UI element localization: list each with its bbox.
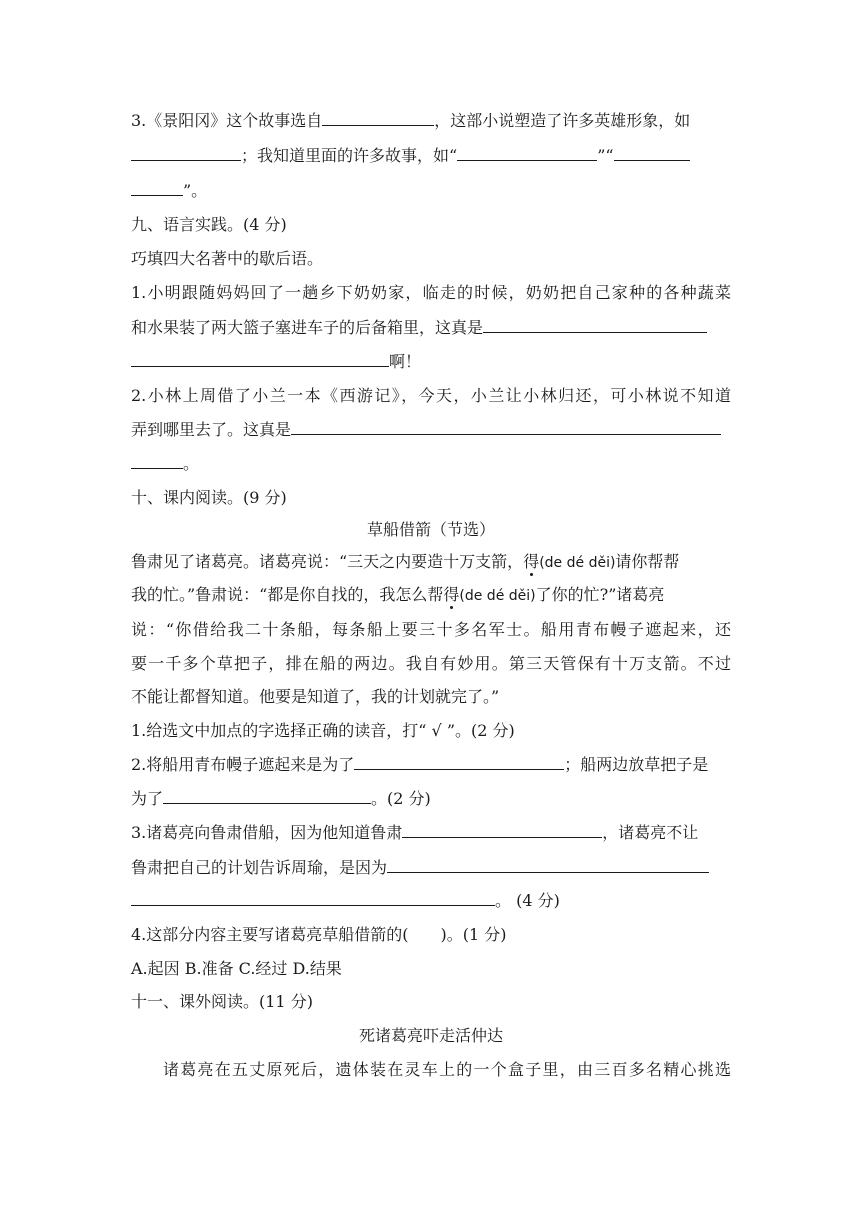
answer-blank[interactable] — [402, 823, 602, 838]
section-9-intro: 巧填四大名著中的歇后语。 — [131, 249, 324, 268]
q3-text-2: ，这部小说塑造了许多英雄形象，如 — [434, 111, 691, 130]
q3-line-2 — [131, 145, 731, 169]
q3-text: 3.诸葛亮向鲁肃借船，因为他知道鲁肃 — [131, 823, 403, 842]
passage-line-3: 说：“你借给我二十条船，每条船上要三十多名军士。船用青布幔子遮起来，还 — [131, 620, 731, 639]
sec9-q1-line-1: 1.小明跟随妈妈回了一趟乡下奶奶家，临走的时候，奶奶把自己家种的各种蔬菜 — [131, 283, 731, 302]
sec10-q3-line-3 — [131, 890, 731, 914]
sec9-q2-text: 弄到哪里去了。这真是 — [131, 420, 292, 439]
passage-title: 草船借箭（节选） — [366, 520, 495, 539]
passage-2-line-1: 诸葛亮在五丈原死后，遗体装在灵车上的一个盒子里，由三百多名精心挑选 — [163, 1060, 731, 1079]
q2-text: 为了 — [131, 789, 164, 808]
answer-blank[interactable] — [483, 318, 707, 333]
answer-blank[interactable] — [131, 454, 183, 469]
q3-text-4: ”“ — [597, 146, 614, 165]
q3-line-3 — [131, 180, 731, 204]
answer-blank[interactable] — [291, 420, 721, 435]
q3-text: ，诸葛亮不让 — [602, 823, 699, 842]
answer-blank[interactable] — [131, 352, 389, 367]
dotted-char: 得 — [523, 552, 540, 571]
sec9-q2-end: 。 — [183, 454, 200, 473]
section-9-heading: 九、语言实践。(4 分) — [131, 215, 287, 234]
passage-line-5: 不能让都督知道。他要是知道了，我的计划就完了。” — [131, 687, 500, 706]
sec10-q2-line-1 — [131, 754, 731, 778]
answer-blank[interactable] — [354, 755, 564, 770]
section-11-heading: 十一、课外阅读。(11 分) — [131, 992, 313, 1011]
sec9-q1-line-2 — [131, 317, 731, 341]
pinyin-options: (de dé děi) — [459, 588, 536, 604]
sec9-q2-line-3 — [131, 453, 731, 477]
sec9-q2-line-1: 2.小林上周借了小兰一本《西游记》，今天，小兰让小林归还，可小林说不知道 — [131, 386, 731, 405]
answer-blank[interactable] — [163, 789, 371, 804]
answer-blank[interactable] — [131, 146, 241, 161]
q3-text: 鲁肃把自己的计划告诉周瑜，是因为 — [131, 858, 388, 877]
passage-text: 了你的忙?”诸葛亮 — [535, 585, 665, 604]
answer-blank[interactable] — [614, 146, 690, 161]
sec10-q2-line-2 — [131, 788, 731, 812]
passage-text: 我的忙。”鲁肃说：“都是你自找的，我怎么帮 — [131, 585, 444, 604]
section-10-heading: 十、课内阅读。(9 分) — [131, 488, 287, 507]
sec10-q4: 4.这部分内容主要写诸葛亮草船借箭的( )。(1 分) — [131, 925, 507, 944]
q3-text-5: ”。 — [183, 181, 208, 200]
q2-text: ；船两边放草把子是 — [564, 755, 709, 774]
q2-text: 。(2 分) — [371, 789, 431, 808]
passage-text: 鲁肃见了诸葛亮。诸葛亮说：“三天之内要造十万支箭， — [131, 552, 524, 571]
passage-line-1 — [131, 551, 731, 575]
passage-text: 请你帮帮 — [615, 552, 680, 571]
q3-text-3: ；我知道里面的许多故事，如“ — [241, 146, 458, 165]
passage-line-4: 要一千多个草把子，排在船的两边。我自有妙用。第三天管保有十万支箭。不过 — [131, 654, 731, 673]
answer-blank[interactable] — [131, 891, 495, 906]
passage-2-title: 死诸葛亮吓走活仲达 — [358, 1026, 503, 1045]
sec10-q3-line-2 — [131, 857, 731, 881]
passage-line-2 — [131, 584, 731, 608]
answer-blank[interactable] — [387, 858, 709, 873]
q3-text-1: 3.《景阳冈》这个故事选自 — [131, 111, 323, 130]
answer-blank[interactable] — [131, 181, 183, 196]
sec10-q4-options: A.起因 B.准备 C.经过 D.结果 — [131, 959, 342, 978]
pinyin-options: (de dé děi) — [539, 555, 616, 571]
sec10-q1: 1.给选文中加点的字选择正确的读音，打“ √ ”。(2 分) — [131, 721, 515, 740]
q3-line-1 — [131, 110, 731, 134]
q2-text: 2.将船用青布幔子遮起来是为了 — [131, 755, 355, 774]
sec10-q3-line-1 — [131, 822, 731, 846]
answer-blank[interactable] — [322, 111, 434, 126]
q3-text: 。 (4 分) — [495, 891, 560, 910]
sec9-q2-line-2 — [131, 419, 731, 443]
dotted-char: 得 — [443, 585, 460, 604]
sec9-q1-text: 和水果装了两大篮子塞进车子的后备箱里，这真是 — [131, 318, 484, 337]
answer-blank[interactable] — [457, 146, 597, 161]
sec9-q1-line-3 — [131, 351, 731, 375]
sec9-q1-end: 啊！ — [389, 352, 422, 371]
